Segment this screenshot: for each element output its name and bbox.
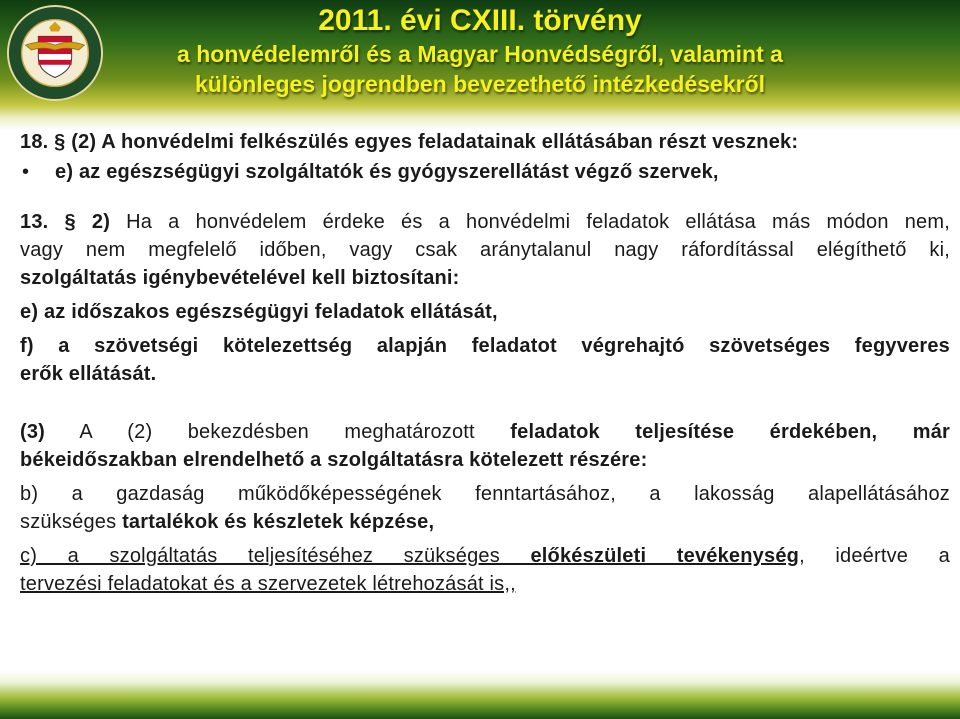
section-3-number: (3) [20,421,46,443]
section-3-item-c-line-1 [20,542,950,570]
section-3-item-c-line-2: tervezési feladatokat és a szervezetek létrehozását is,, [20,573,516,595]
section-13-line-2: vagy nem megfelelő időben, vagy csak aránytalanul nagy ráfordítással elégíthető ki, [20,239,950,261]
section-3-bold-text: feladatok teljesítése érdekében, már [510,421,951,443]
page-title: 2011. évi CXIII. törvény [318,4,642,37]
section-13-number: 13. § 2) [20,211,111,233]
law-text [20,128,950,598]
list-item [20,158,950,186]
section-13-line-1 [20,208,950,236]
section-13-item-e: e) az időszakos egészségügyi feladatok ellátását, [20,301,498,323]
item-b-text: szükséges [20,511,123,533]
header-banner [0,0,960,110]
section-3-line-2: békeidőszakban elrendelhető a szolgáltatásra kötelezett részére: [20,449,648,471]
section-13-item-f-line-1: f) a szövetségi kötelezettség alapján feladatot végrehajtó szövetséges fegyveres [20,335,950,357]
item-c-trailing-text: , ideértve a [799,545,950,567]
section-3-item-b-line-2 [20,508,950,536]
item-c-bold-text: előkészületi tevékenység [530,545,800,567]
section-3-text: A (2) bekezdésben meghatározott [45,421,511,443]
section-3-line-1 [20,418,950,446]
section-13-text: Ha a honvédelem érdeke és a honvédelmi feladatok ellátása más módon nem, [110,211,950,233]
section-18-heading: 18. § (2) A honvédelmi felkészülés egyes feladatainak ellátásában részt vesznek: [20,131,799,153]
page-subtitle-line-1: a honvédelemről és a Magyar Honvédségről, valamint a [177,41,783,67]
section-3-item-b-line-1: b) a gazdaság működőképességének fenntartásához, a lakosság alapellátásához [20,483,950,505]
section-13-line-3: szolgáltatás igénybevételével kell biztosítani: [20,267,460,289]
page-subtitle-line-2: különleges jogrendben bevezethető intézkedésekről [194,71,766,97]
section-13-item-f-line-2: erők ellátását. [20,363,157,385]
item-b-bold-text: tartalékok és készletek képzése, [122,511,435,533]
bullet-marker: • [22,161,30,183]
item-c-text: c) a szolgáltatás teljesítéséhez szükséges [20,545,531,567]
list-item-text: e) az egészségügyi szolgáltatók és gyógyszerellátást végző szervek, [55,161,719,183]
